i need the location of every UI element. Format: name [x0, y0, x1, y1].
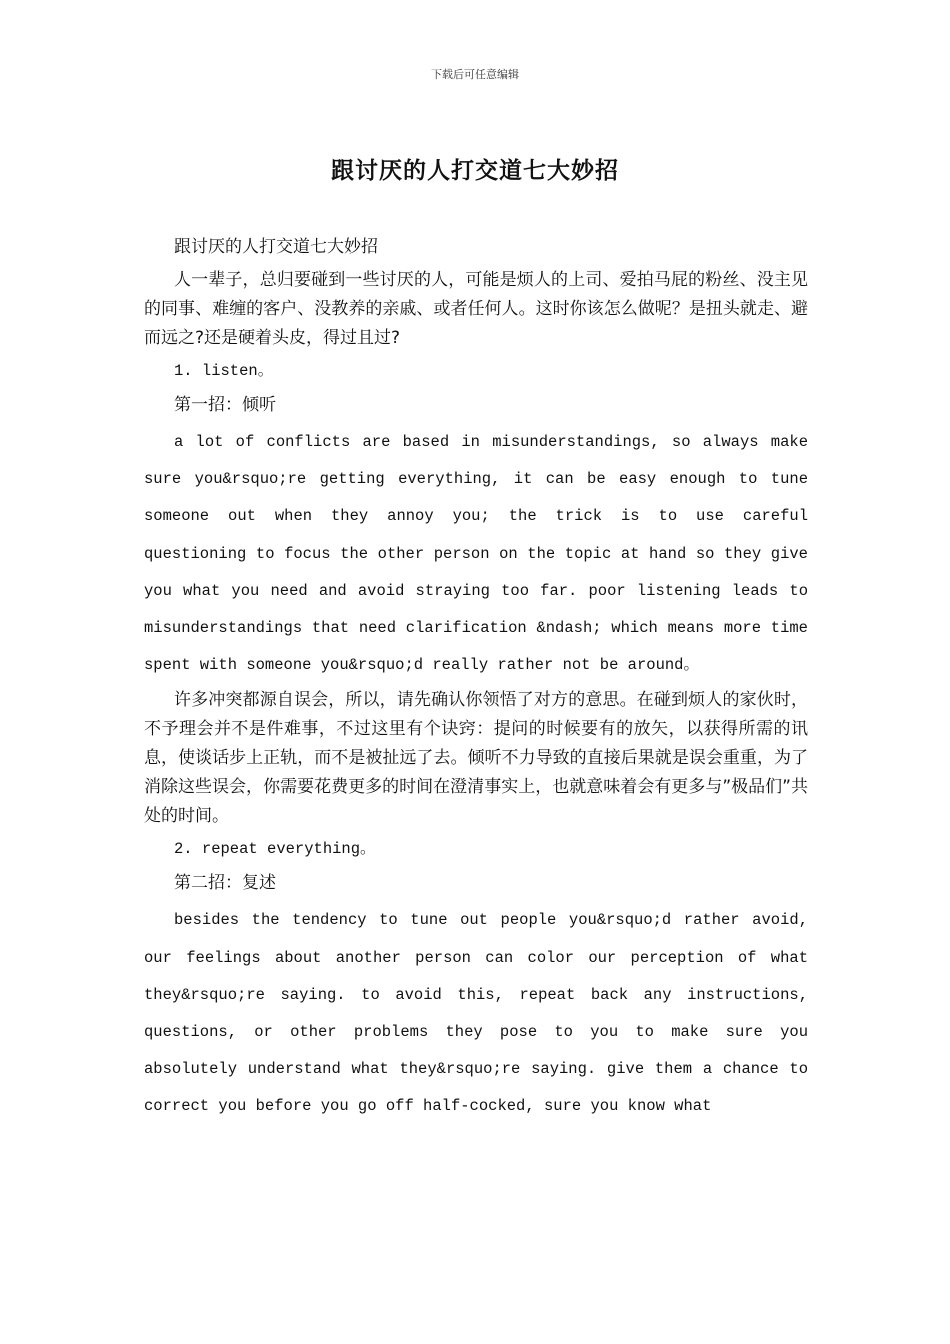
tip2-heading-en: 2. repeat everything。: [174, 840, 376, 859]
header-note: 下载后可任意编辑: [431, 68, 519, 81]
tip1-body-en: a lot of conflicts are based in misunderstandings, so always make sure you&rsquo;re getting everything, it can be easy enough to tune someone out when they annoy you; the trick is to use careful questioning to focus the other person on the topic at hand so they give you what you need and avoid straying too far. poor listening leads to misunderstandings that need clarification &ndash; which means more time spent with someone you&rsquo;d really rather not be around。: [144, 433, 808, 675]
tip1-body-zh: 许多冲突都源自误会，所以，请先确认你领悟了对方的意思。在碰到烦人的家伙时，不予理会并不是件难事，不过这里有个诀窍：提问的时候要有的放矢，以获得所需的讯息，使谈话步上正轨，而不是被扯远了去。倾听不力导致的直接后果就是误会重重，为了消除这些误会，你需要花费更多的时间在澄清事实上，也就意味着会有更多与”极品们”共处的时间。: [144, 690, 808, 827]
tip1-heading-en: 1. listen。: [174, 362, 274, 380]
tip2-heading-zh: 第二招：复述: [174, 873, 276, 894]
document-title: 跟讨厌的人打交道七大妙招: [331, 158, 619, 184]
subtitle-paragraph: 跟讨厌的人打交道七大妙招: [174, 237, 378, 257]
tip1-heading-zh: 第一招：倾听: [174, 395, 276, 415]
document-body: [144, 232, 808, 1128]
intro-paragraph: 人一辈子，总归要碰到一些讨厌的人，可能是烦人的上司、爱拍马屁的粉丝、没主见的同事、难缠的客户、没教养的亲戚、或者任何人。这时你该怎么做呢？是扭头就走、避而远之?还是硬着头皮，得过且过?: [144, 270, 808, 348]
tip2-body-en: besides the tendency to tune out people you&rsquo;d rather avoid, our feelings about another person can color our perception of what they&rsquo;re saying. to avoid this, repeat back any instructions, questions, or other problems they pose to you to make sure you absolutely understand what they&rsquo;re saying. give them a chance to correct you before you go off half-cocked, sure you know what: [144, 911, 808, 1116]
